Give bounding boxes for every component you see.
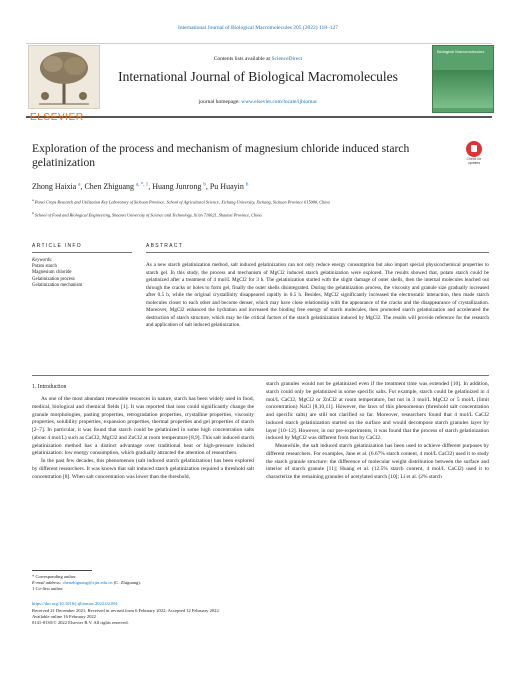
section-heading: 1. Introduction: [32, 384, 67, 390]
body-paragraph: starch granules would not be gelatinized even if the treatment time was extended [10]. In addition, starch could only be gelatinized in some specific salts. For example, starch could be gelatinized in 4 mol/L CaCl2, MgCl2 or ZnCl2 at room temperature, but not in 3 mol/L MgCl2 or 5 mol/L (limit concentration) NaCl [8,10,11]. However, the laws of this phenomenon (threshold salt concentration and specific salts) are still not clarified so far. Moreover, researchers found that 4 mol/L CaCl2 induced starch gelatinization started on the surface and would decompose starch granules layer by layer [10–12]. However, in our pre-experiments, it was found that the process of starch gelatinization induced by MgCl2 was different from that by CaCl2.: [266, 381, 489, 442]
article-info-heading: ARTICLE INFO: [32, 243, 82, 249]
journal-name: International Journal of Biological Macromolecules: [118, 69, 398, 84]
author-name[interactable]: Pu Huayin: [209, 182, 244, 191]
affiliation-mark: a: [32, 198, 34, 202]
cofirst-note: 1 Co-first author.: [32, 586, 64, 591]
author-name[interactable]: Zhong Haixia: [32, 182, 77, 191]
affiliation: [32, 198, 492, 205]
author-affiliation-mark[interactable]: a, *, 1: [136, 182, 149, 188]
keywords-label: Keywords:: [32, 258, 53, 263]
contents-prefix: Contents lists available at: [213, 56, 272, 62]
crossmark-badge[interactable]: [460, 141, 488, 165]
body-paragraph: Meanwhile, the salt induced starch gelatinization has been used to achieve different purposes by different researchers. For examples, Jane et al. (6.67% starch content, 4 mol/L CaCl2) used it to study the starch granule structure: the difference of molecular weight distribution between the surface and interior of starch granule [11]; Huang et al. (12.5% starch content, 4 mol/L CaCl2) used it to characterize the remaining granules of acetylated starch [10]; Li et al. (2% starch: [266, 443, 489, 480]
copyright: 0141-8130/© 2022 Elsevier B.V. All rights reserved.: [32, 620, 129, 625]
doi-link[interactable]: [32, 601, 118, 607]
available-online: Available online 16 February 2022: [32, 614, 96, 619]
keyword: Gelatinization mechanism: [32, 282, 83, 288]
cover-title: Biological Macromolecules: [437, 49, 485, 54]
email-label: E-mail address:: [32, 580, 63, 585]
journal-cover-thumbnail[interactable]: [432, 45, 494, 113]
affiliation-text: School of Food and Biological Engineering, Shaanxi University of Science and Technology, Xi'an 710021, Shaanxi Province, China: [34, 212, 262, 218]
homepage-prefix: journal homepage:: [198, 99, 242, 105]
publisher-wordmark: ELSEVIER: [30, 112, 84, 123]
sciencedirect-link[interactable]: ScienceDirect: [271, 56, 303, 62]
divider: [32, 375, 489, 376]
author-affiliation-mark[interactable]: a: [78, 182, 81, 188]
keyword: Potato starch: [32, 264, 57, 269]
crossmark-icon: [466, 141, 482, 157]
affiliation: [32, 211, 492, 218]
corresponding-note: * Corresponding author.: [32, 574, 77, 579]
article-title: Exploration of the process and mechanism of magnesium chloride induced starch gelatinization: [32, 142, 410, 169]
doi-text[interactable]: https://doi.org/10.1016/j.ijbiomac.2022.02.061: [32, 601, 118, 606]
affiliation-text: Panxi Crops Research and Utilization Key Laboratory of Sichuan Province, School of Agricultural Science, Xichang University, Xichang, Sichuan Province 615000, China: [34, 199, 330, 205]
body-column-left: [32, 396, 254, 481]
author-affiliation-mark[interactable]: b: [203, 182, 206, 188]
keyword: Magnesium chloride: [32, 270, 72, 276]
keyword: Gelatinization process: [32, 276, 75, 282]
body-paragraph: In the past few decades, this phenomenon (salt induced starch gelatinization) has been explored by different researchers. It was known that salt induced starch gelatinization required a threshold salt concentration [8]. When salt concentration was lower than the threshold,: [32, 458, 254, 480]
cover-image: [433, 70, 493, 108]
abstract-text: As a new starch gelatinization method, salt induced gelatinization can not only reduce energy consumption but also impart special physicochemical properties to starch gel. In this study, the process and mechanism of MgCl2 induced starch gelatinization were explored. The results showed that, potato starch could be gelatinized after a treatment of 4 mol/L MgCl2 for 3 h. The gelatinization started with the slight damage of outer shells, then the internal molecules leached out through the cracks or holes to form gel, finally the outer shells disintegrated. During the gelatinization process, the viscosity and granule size gradually increased after 0.5 h, while the original crystallinity disappeared rapidly in 0.5 h. Besides, MgCl2 significantly increased the electrostatic interaction, then made starch molecules closer to each other and become denser, which may have close relationship with the appearance of the cracks and the disappearance of crystallization. Moreover, MgCl2 enhanced the hydration and increased the binding free energy of starch molecules, then promoted starch gelatinization and accelerated the destruction of starch structure, which may be the critical factors of the starch gelatinization induced by MgCl2. The results will provide reference for the research and application of salt induced gelatinization.: [146, 262, 489, 329]
divider: [146, 252, 489, 253]
crossmark-label: Check for updates: [466, 157, 482, 165]
email-link[interactable]: chenzhiguang@xjtu.edu.cn: [62, 580, 113, 585]
keyword-list: [32, 264, 137, 289]
received-dates: Received 21 December 2021; Received in revised form 6 February 2022; Accepted 12 February 2022: [32, 608, 219, 613]
body-column-right: [266, 381, 489, 482]
body-paragraph: As one of the most abundant renewable resources in nature, starch has been widely used in food, medical, biological and chemical fields [1]. It was reported that ions could significantly change the granule morphologies, pasting properties, retrogradation properties, crystalline properties, viscosity properties, solubility properties, expansion properties, thermal properties and gel properties of starch [2–7]. In particular, it was found that starch could be gelatinized in some high concentration salts (about 4 mol/L) such as CaCl2, MgCl2 and ZnCl2 at room temperature [8,9]. This salt induced starch gelatinization method has a distinct advantage over traditional heat or high-pressure induced gelatinization: low energy consumption, which gradually attracted the attention of researchers.: [32, 396, 254, 457]
email-suffix: (C. Zhiguang).: [112, 580, 141, 585]
divider: [32, 252, 132, 253]
footnote-divider: [32, 570, 92, 571]
author-name[interactable]: Huang Junrong: [152, 182, 202, 191]
author-affiliation-mark[interactable]: b: [245, 182, 249, 188]
journal-citation[interactable]: International Journal of Biological Macromolecules 205 (2022) 118–127: [177, 25, 339, 31]
author-name[interactable]: Chen Zhiguang: [84, 182, 134, 191]
affiliation-mark: b: [32, 211, 34, 215]
homepage-link[interactable]: www.elsevier.com/locate/ijbiomac: [241, 99, 318, 105]
abstract-heading: ABSTRACT: [146, 243, 184, 249]
author-list: Zhong Haixia $^a$, Chen Zhiguang $^{a, *, 1}$, Huang Junrong $^b$, Pu Huayin $^b$: [32, 182, 249, 191]
